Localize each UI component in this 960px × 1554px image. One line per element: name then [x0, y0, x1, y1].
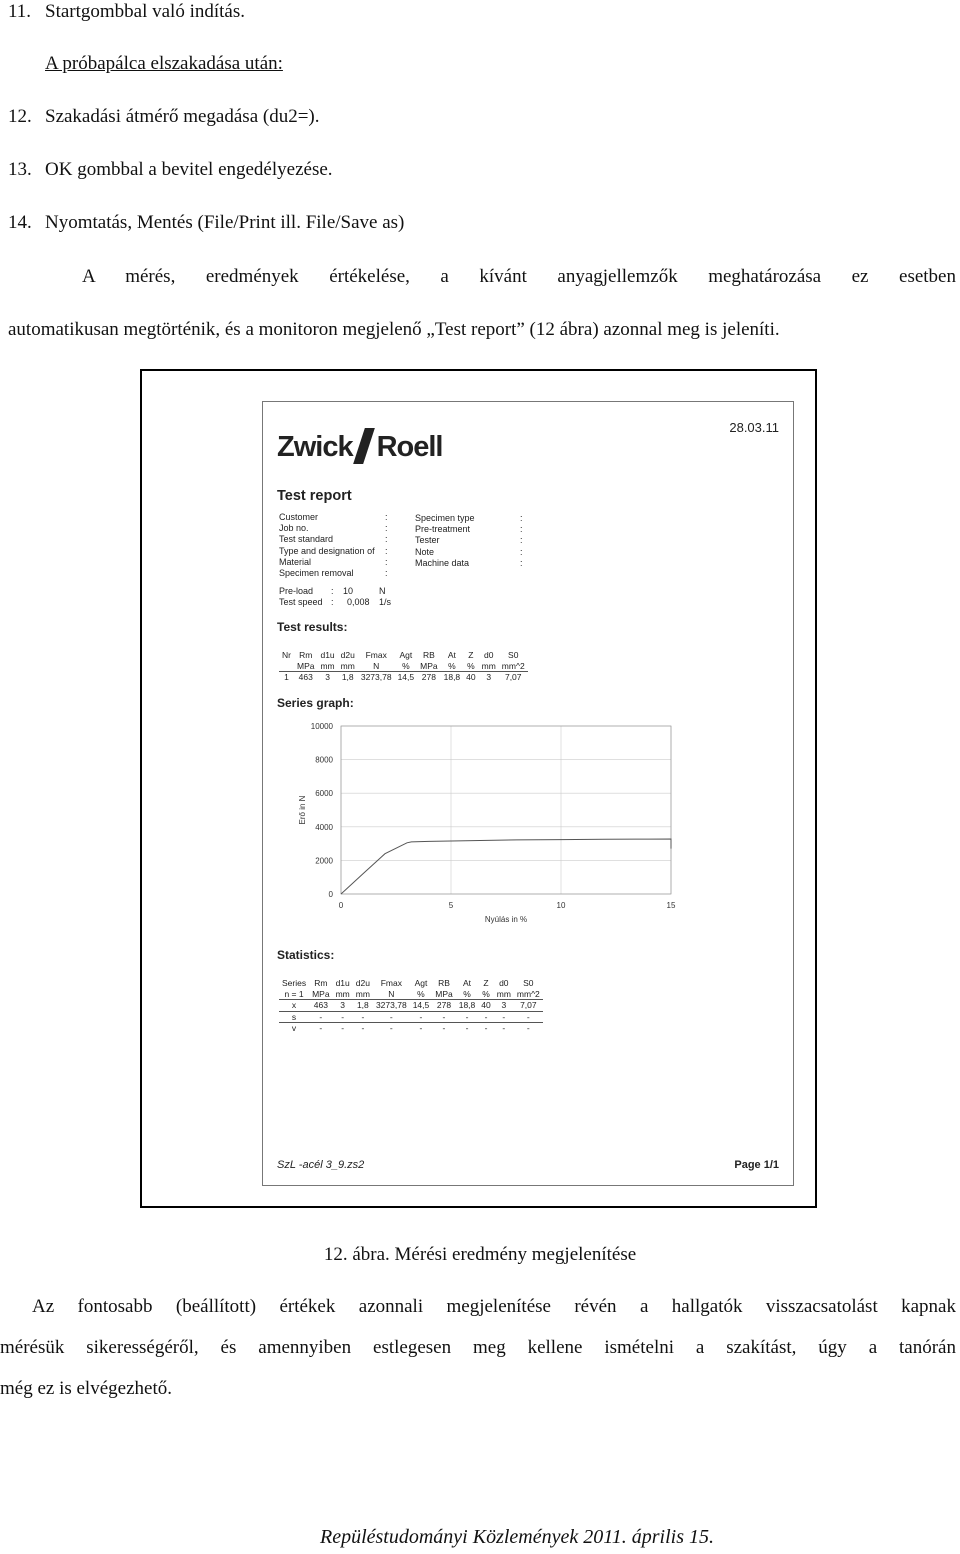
meta-label: Specimen removal: [279, 567, 354, 578]
y-tick-label: 0: [328, 890, 333, 899]
meta-label: Pre-treatment: [415, 524, 471, 535]
series-graph: [283, 720, 703, 936]
header-cell: RB: [438, 978, 450, 988]
step-14: [8, 212, 404, 234]
data-cell: -: [484, 1023, 488, 1033]
data-cell: -: [309, 1011, 332, 1023]
data-cell: -: [389, 1023, 393, 1033]
header-cell: S0: [508, 650, 519, 660]
data-cell: -: [494, 1011, 514, 1023]
data-cell: v: [291, 1023, 297, 1033]
data-cell: -: [419, 1023, 423, 1033]
unit-cell: [279, 661, 294, 672]
speed-unit: 1/s: [379, 597, 392, 607]
data-cell: 7,07: [504, 672, 522, 682]
unit-cell: mm: [333, 989, 353, 1000]
meta-label: Type and designation of: [279, 545, 375, 556]
unit-cell: %: [463, 661, 478, 672]
meta-label: Tester: [415, 535, 440, 546]
header-cell: Z: [483, 978, 489, 988]
speed-label: Test speed: [279, 597, 323, 607]
report-date: 28.03.11: [729, 420, 779, 435]
data-cell: 40: [466, 672, 476, 682]
data-cell: -: [333, 1011, 353, 1023]
data-cell: 3: [486, 672, 492, 682]
data-cell: -: [361, 1023, 365, 1033]
meta-left: [279, 512, 375, 579]
unit-cell: mm: [317, 661, 337, 672]
meta-colons-right: : : : : :: [520, 513, 523, 568]
stats-row-x: [279, 1000, 543, 1012]
header-cell: d2u: [340, 650, 355, 660]
x-axis-label: Nyúlás in %: [484, 915, 528, 924]
header-cell: d1u: [335, 978, 350, 988]
unit-cell: %: [410, 989, 433, 1000]
preload-colon: :: [331, 586, 334, 596]
meta-label: Material: [279, 556, 312, 567]
y-tick-label: 6000: [315, 789, 333, 799]
step-number: 11.: [8, 1, 32, 22]
results-table: [279, 650, 528, 683]
data-cell: -: [465, 1023, 469, 1033]
data-cell: 3273,78: [373, 1000, 410, 1012]
data-cell: -: [353, 1011, 373, 1023]
data-cell: -: [373, 1011, 410, 1023]
y-tick-label: 8000: [315, 755, 333, 765]
y-tick-label: 4000: [315, 822, 333, 832]
results-data-row: [279, 672, 528, 683]
data-cell: 278: [421, 672, 436, 682]
data-cell: x: [279, 1000, 309, 1012]
results-title: Test results:: [277, 620, 348, 634]
statistics-table: [279, 978, 543, 1034]
header-cell: Rm: [299, 650, 313, 660]
report-file-name: SzL -acél 3_9.zs2: [277, 1159, 365, 1171]
results-header-row: [279, 650, 528, 661]
x-tick-label: 5: [448, 901, 454, 910]
data-cell: 463: [298, 672, 313, 682]
stats-unit-row: [279, 989, 543, 1000]
logo-slash: [353, 428, 375, 464]
data-cell: 3273,78: [360, 672, 392, 682]
meta-label: Note: [415, 546, 435, 557]
y-tick-label: 10000: [310, 722, 333, 731]
figure-caption: 12. ábra. Mérési eredmény megjelenítése: [323, 1244, 637, 1265]
header-cell: d2u: [355, 978, 370, 988]
data-cell: 1: [284, 672, 289, 682]
data-cell: 3: [333, 1000, 353, 1012]
data-cell: s: [279, 1011, 309, 1023]
step-text: Szakadási átmérő megadása (du2=).: [45, 106, 320, 127]
paragraph-1-line-2: automatikusan megtörténik, és a monitoron megjelenő „Test report” (12 ábra) azonnal meg is jeleníti.: [8, 319, 780, 340]
paragraph-2-line-1: Az fontosabb (beállított) értékek azonnali megjelenítése révén a hallgatók visszacsatolást kapnak: [32, 1296, 956, 1317]
statistics-title: Statistics:: [277, 948, 335, 962]
data-cell: 40: [478, 1000, 493, 1012]
meta-label: Specimen type: [415, 513, 475, 523]
step-13: [8, 159, 333, 181]
logo-left-text: Zwick: [277, 431, 353, 463]
preload-value: 10: [343, 586, 354, 596]
data-cell: 18,8: [456, 1000, 479, 1012]
step-text: OK gombbal a bevitel engedélyezése.: [45, 159, 333, 180]
header-cell: Series: [282, 978, 307, 988]
logo-right-text: Roell: [376, 431, 443, 463]
header-cell: Nr: [282, 650, 291, 660]
data-cell: 14,5: [397, 672, 415, 682]
x-tick-label: 0: [338, 901, 344, 910]
paragraph-2-line-3: még ez is elvégezhető.: [0, 1378, 172, 1399]
unit-cell: N: [373, 989, 410, 1000]
meta-label: Machine data: [415, 557, 470, 568]
unit-cell: %: [395, 661, 418, 672]
data-cell: -: [319, 1023, 323, 1033]
step-text: Nyomtatás, Mentés (File/Print ill. File/Save as): [45, 212, 405, 233]
data-cell: -: [410, 1011, 433, 1023]
stats-row-s: [279, 1011, 543, 1023]
unit-cell: mm: [338, 661, 358, 672]
header-cell: Fmax: [365, 650, 387, 660]
step-11: [8, 1, 245, 23]
step-text: Startgombbal való indítás.: [45, 1, 246, 22]
meta-label: Job no.: [279, 523, 309, 534]
unit-cell: mm^2: [514, 989, 543, 1000]
data-cell: 7,07: [514, 1000, 543, 1012]
step-number: 13.: [8, 159, 32, 180]
unit-cell: n = 1: [279, 989, 309, 1000]
figure-frame: [140, 369, 817, 1208]
data-cell: 1,8: [341, 672, 354, 682]
data-cell: -: [456, 1011, 479, 1023]
unit-cell: N: [358, 661, 395, 672]
preload-label: Pre-load: [279, 586, 314, 596]
preload-row: [279, 586, 386, 597]
speed-value: 0,008: [347, 597, 370, 607]
journal-footer: Repüléstudományi Közlemények 2011. április 15.: [319, 1526, 714, 1548]
stats-row-v: [279, 1023, 543, 1034]
test-report-document: [262, 401, 794, 1186]
graph-title: Series graph:: [277, 696, 354, 710]
data-cell: 18,8: [443, 672, 461, 682]
data-cell: -: [442, 1023, 446, 1033]
unit-cell: %: [456, 989, 479, 1000]
header-cell: At: [447, 650, 456, 660]
unit-cell: mm: [353, 989, 373, 1000]
header-cell: RB: [422, 650, 435, 660]
results-unit-row: [279, 661, 528, 672]
paragraph-1-line-1: A mérés, eredmények értékelése, a kívánt anyagjellemzők meghatározása ez esetben: [82, 266, 956, 287]
data-cell: 14,5: [410, 1000, 433, 1012]
data-cell: 278: [432, 1000, 455, 1012]
meta-right: [415, 513, 475, 569]
data-cell: -: [478, 1011, 493, 1023]
step-12: [8, 106, 320, 128]
series-line: [341, 839, 671, 894]
header-cell: Fmax: [380, 978, 402, 988]
data-cell: -: [432, 1011, 455, 1023]
data-cell: -: [502, 1023, 506, 1033]
data-cell: 3: [325, 672, 330, 682]
speed-colon: :: [331, 597, 334, 607]
meta-label: Customer: [279, 512, 319, 522]
x-tick-label: 10: [556, 901, 566, 910]
report-title: Test report: [277, 488, 352, 504]
data-cell: 3: [494, 1000, 514, 1012]
zwick-roell-logo: [277, 428, 443, 464]
unit-cell: mm: [479, 661, 499, 672]
header-cell: d0: [483, 650, 494, 660]
unit-cell: MPa: [294, 661, 317, 672]
unit-cell: MPa: [417, 661, 440, 672]
header-cell: Z: [468, 650, 474, 660]
data-cell: 463: [309, 1000, 332, 1012]
header-cell: d1u: [320, 650, 335, 660]
x-tick-label: 15: [666, 901, 676, 910]
header-cell: d0: [499, 978, 509, 988]
y-axis-label: Erő in N: [298, 795, 307, 825]
header-cell: Agt: [414, 978, 428, 988]
step-number: 14.: [8, 212, 32, 233]
data-cell: -: [526, 1023, 530, 1033]
header-cell: Agt: [399, 650, 413, 660]
unit-cell: mm^2: [499, 661, 528, 672]
data-cell: 1,8: [353, 1000, 373, 1012]
unit-cell: %: [478, 989, 493, 1000]
speed-row: [279, 597, 392, 608]
data-cell: -: [341, 1023, 345, 1033]
header-cell: S0: [523, 978, 534, 988]
meta-label: Test standard: [279, 534, 334, 545]
report-page-number: Page 1/1: [734, 1159, 779, 1171]
unit-cell: MPa: [432, 989, 455, 1000]
header-cell: Rm: [314, 978, 328, 988]
section-subheading: A próbapálca elszakadása után:: [45, 53, 283, 74]
unit-cell: MPa: [309, 989, 332, 1000]
y-tick-label: 2000: [315, 856, 333, 866]
plot-border: [341, 726, 671, 894]
step-number: 12.: [8, 106, 32, 127]
unit-cell: mm: [494, 989, 514, 1000]
stats-header-row: [279, 978, 543, 989]
paragraph-2-line-2: mérésük sikerességéről, és amennyiben estlegesen meg kellene ismételni a szakítást, úgy a tanórán: [0, 1337, 956, 1358]
preload-unit: N: [379, 586, 386, 596]
unit-cell: %: [441, 661, 464, 672]
header-cell: At: [462, 978, 471, 988]
data-cell: -: [514, 1011, 543, 1023]
meta-colons-left: : : : : : :: [385, 512, 388, 579]
